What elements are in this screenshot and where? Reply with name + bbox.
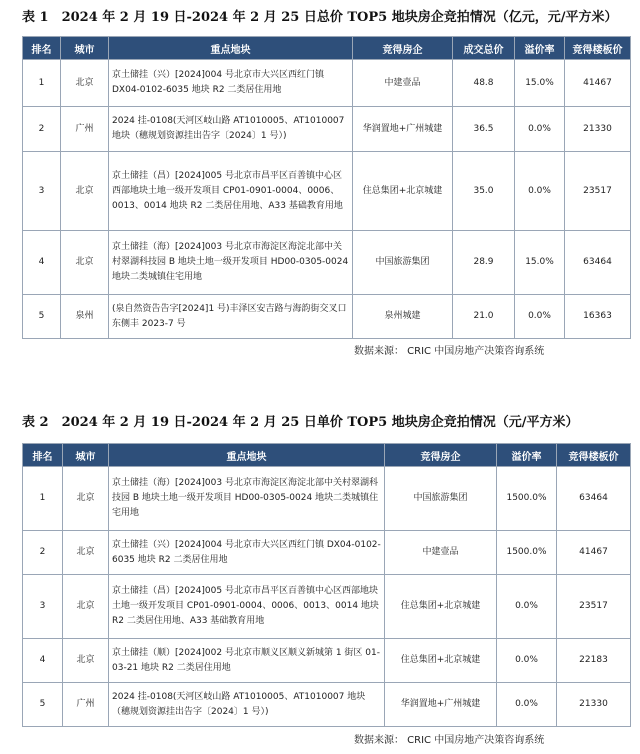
plot-cell: 京土储挂（兴）[2024]004 号北京市大兴区西红门镇 DX04-0102-6035 地块 R2 二类居住用地 — [109, 531, 385, 575]
table-row — [23, 467, 631, 531]
city-cell: 北京 — [61, 152, 109, 231]
table2 — [22, 443, 630, 727]
city-cell: 北京 — [63, 639, 109, 683]
plot-cell: 2024 挂-0108(天河区岐山路 AT1010005、AT1010007 地块（穗规划资源挂出告字〔2024〕1 号）) — [109, 683, 385, 727]
table-row — [23, 152, 631, 231]
table-row — [23, 231, 631, 295]
floor-price-cell: 23517 — [565, 152, 631, 231]
table2-source: 数据来源： CRIC 中国房地产决策咨询系统 — [354, 735, 545, 746]
floor-price-cell: 63464 — [557, 467, 631, 531]
table-row — [23, 683, 631, 727]
rank-cell: 5 — [23, 295, 61, 339]
developer-cell: 中建壹品 — [353, 60, 453, 107]
table2-header-developer: 竞得房企 — [385, 444, 497, 467]
floor-price-cell: 41467 — [557, 531, 631, 575]
total-price-cell: 48.8 — [453, 60, 515, 107]
table1-header-row — [23, 37, 631, 60]
table2-header-city: 城市 — [63, 444, 109, 467]
rank-cell: 3 — [23, 575, 63, 639]
plot-cell: 京土储挂（昌）[2024]005 号北京市昌平区百善镇中心区西部地块土地一级开发项目 CP01-0901-0004、0006、0013、0014 地块 R2 二类居住用地、A33 基础教育用地 — [109, 575, 385, 639]
rank-cell: 1 — [23, 60, 61, 107]
table-row — [23, 639, 631, 683]
rank-cell: 3 — [23, 152, 61, 231]
rank-cell: 1 — [23, 467, 63, 531]
developer-cell: 中建壹品 — [385, 531, 497, 575]
city-cell: 广州 — [63, 683, 109, 727]
table1-header-premium-rate: 溢价率 — [515, 37, 565, 60]
floor-price-cell: 21330 — [557, 683, 631, 727]
city-cell: 北京 — [63, 467, 109, 531]
table1-header-total-price: 成交总价 — [453, 37, 515, 60]
floor-price-cell: 22183 — [557, 639, 631, 683]
table-row — [23, 107, 631, 152]
plot-cell: 京土储挂（兴）[2024]004 号北京市大兴区西红门镇 DX04-0102-6035 地块 R2 二类居住用地 — [109, 60, 353, 107]
premium-rate-cell: 0.0% — [515, 107, 565, 152]
table1-source: 数据来源： CRIC 中国房地产决策咨询系统 — [354, 346, 545, 357]
table2-header-premium-rate: 溢价率 — [497, 444, 557, 467]
developer-cell: 住总集团+北京城建 — [353, 152, 453, 231]
table1-header-developer: 竞得房企 — [353, 37, 453, 60]
developer-cell: 华润置地+广州城建 — [385, 683, 497, 727]
table2-header-row — [23, 444, 631, 467]
table1-header-city: 城市 — [61, 37, 109, 60]
floor-price-cell: 41467 — [565, 60, 631, 107]
developer-cell: 住总集团+北京城建 — [385, 575, 497, 639]
premium-rate-cell: 1500.0% — [497, 467, 557, 531]
total-price-cell: 28.9 — [453, 231, 515, 295]
rank-cell: 2 — [23, 531, 63, 575]
premium-rate-cell: 0.0% — [497, 683, 557, 727]
floor-price-cell: 63464 — [565, 231, 631, 295]
total-price-cell: 21.0 — [453, 295, 515, 339]
table2-header-rank: 排名 — [23, 444, 63, 467]
rank-cell: 5 — [23, 683, 63, 727]
plot-cell: (泉自然资告告字[2024]1 号)丰泽区安吉路与海韵街交叉口东侧丰 2023-7 号 — [109, 295, 353, 339]
plot-cell: 京土储挂（海）[2024]003 号北京市海淀区海淀北部中关村翠湖科技园 B 地块土地一级开发项目 HD00-0305-0024 地块二类城镇住宅用地 — [109, 467, 385, 531]
table1-header-floor-price: 竞得楼板价 — [565, 37, 631, 60]
plot-cell: 京土储挂（昌）[2024]005 号北京市昌平区百善镇中心区西部地块土地一级开发项目 CP01-0901-0004、0006、0013、0014 地块 R2 二类居住用地、A33 基础教育用地 — [109, 152, 353, 231]
total-price-cell: 35.0 — [453, 152, 515, 231]
table2-title: 表 2 2024 年 2 月 19 日-2024 年 2 月 25 日单价 TOP5 地块房企竞拍情况（元/平方米） — [22, 415, 579, 430]
city-cell: 北京 — [61, 60, 109, 107]
premium-rate-cell: 15.0% — [515, 231, 565, 295]
table-row — [23, 531, 631, 575]
city-cell: 北京 — [63, 575, 109, 639]
table1-header-rank: 排名 — [23, 37, 61, 60]
premium-rate-cell: 0.0% — [515, 152, 565, 231]
developer-cell: 中国旅游集团 — [353, 231, 453, 295]
rank-cell: 2 — [23, 107, 61, 152]
city-cell: 泉州 — [61, 295, 109, 339]
city-cell: 北京 — [61, 231, 109, 295]
rank-cell: 4 — [23, 639, 63, 683]
premium-rate-cell: 15.0% — [515, 60, 565, 107]
table1-header-plot: 重点地块 — [109, 37, 353, 60]
plot-cell: 京土储挂（顺）[2024]002 号北京市顺义区顺义新城第 1 街区 01-03-21 地块 R2 二类居住用地 — [109, 639, 385, 683]
premium-rate-cell: 0.0% — [515, 295, 565, 339]
table1 — [22, 36, 630, 339]
plot-cell: 2024 挂-0108(天河区岐山路 AT1010005、AT1010007 地块（穗规划资源挂出告字〔2024〕1 号）) — [109, 107, 353, 152]
premium-rate-cell: 0.0% — [497, 639, 557, 683]
premium-rate-cell: 1500.0% — [497, 531, 557, 575]
city-cell: 广州 — [61, 107, 109, 152]
floor-price-cell: 23517 — [557, 575, 631, 639]
developer-cell: 中国旅游集团 — [385, 467, 497, 531]
table-row — [23, 575, 631, 639]
table-row — [23, 295, 631, 339]
table-row — [23, 60, 631, 107]
rank-cell: 4 — [23, 231, 61, 295]
floor-price-cell: 16363 — [565, 295, 631, 339]
developer-cell: 住总集团+北京城建 — [385, 639, 497, 683]
city-cell: 北京 — [63, 531, 109, 575]
table1-title: 表 1 2024 年 2 月 19 日-2024 年 2 月 25 日总价 TOP5 地块房企竞拍情况（亿元，元/平方米） — [22, 10, 618, 25]
developer-cell: 华润置地+广州城建 — [353, 107, 453, 152]
table2-header-floor-price: 竞得楼板价 — [557, 444, 631, 467]
table2-header-plot: 重点地块 — [109, 444, 385, 467]
total-price-cell: 36.5 — [453, 107, 515, 152]
floor-price-cell: 21330 — [565, 107, 631, 152]
plot-cell: 京土储挂（海）[2024]003 号北京市海淀区海淀北部中关村翠湖科技园 B 地块土地一级开发项目 HD00-0305-0024 地块二类城镇住宅用地 — [109, 231, 353, 295]
developer-cell: 泉州城建 — [353, 295, 453, 339]
premium-rate-cell: 0.0% — [497, 575, 557, 639]
